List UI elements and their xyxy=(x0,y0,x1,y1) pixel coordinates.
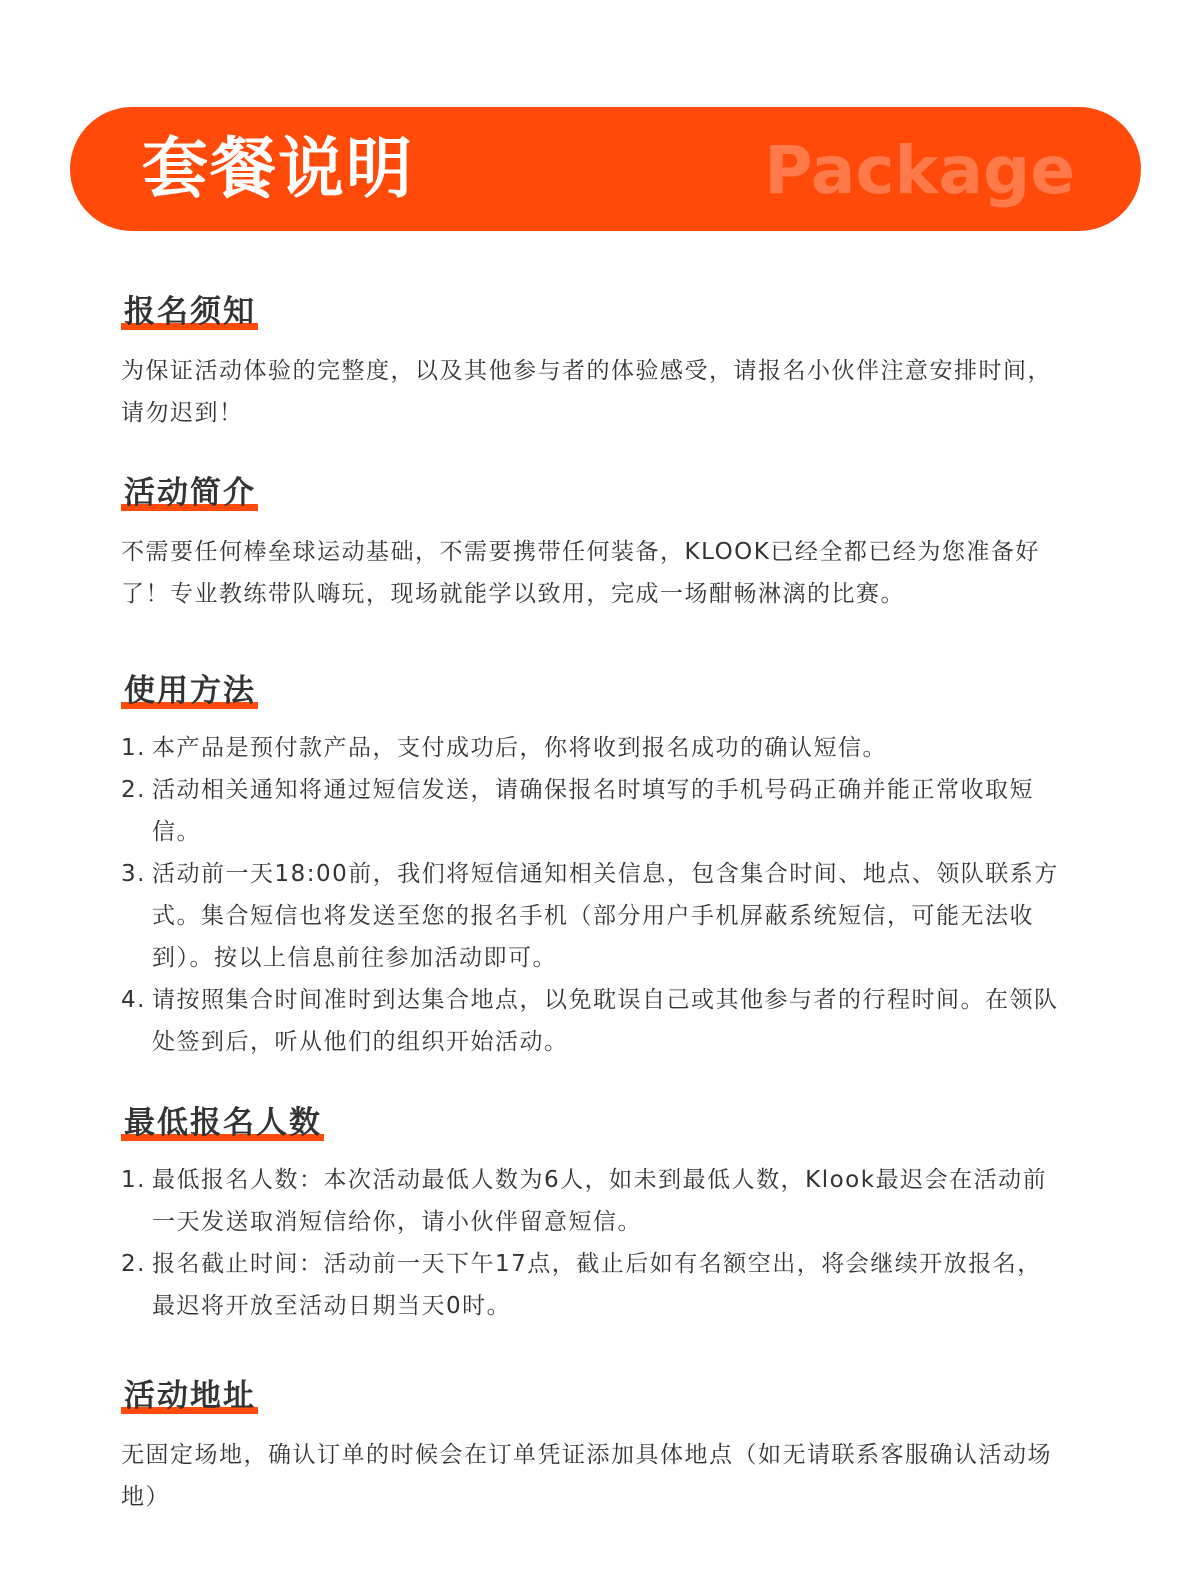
section-heading xyxy=(121,1376,258,1422)
section-heading xyxy=(121,671,258,717)
address-text: 无固定场地，确认订单的时候会在订单凭证添加具体地点（如无请联系客服确认活动场地） xyxy=(121,1442,1052,1510)
section-heading xyxy=(121,473,258,519)
banner-title: 套餐说明 xyxy=(142,130,414,207)
heading-minimum: 最低报名人数 xyxy=(124,1105,322,1141)
section-usage xyxy=(121,671,1061,1063)
list-text: 活动前一天18:00前，我们将短信通知相关信息，包含集合时间、地点、领队联系方式。集合短信也将发送至您的报名手机（部分用户手机屏蔽系统短信，可能无法收到）。按以上信息前往参加活动即可。 xyxy=(152,861,1059,971)
list-item xyxy=(121,1159,1061,1243)
list-number: 2. xyxy=(121,777,146,803)
list-text: 活动相关通知将通过短信发送，请确保报名时填写的手机号码正确并能正常收取短信。 xyxy=(152,777,1034,845)
title-banner xyxy=(70,107,1141,231)
list-item xyxy=(121,979,1061,1063)
list-number: 3. xyxy=(121,861,146,887)
list-text: 最低报名人数：本次活动最低人数为6人，如未到最低人数，Klook最迟会在活动前一天发送取消短信给你，请小伙伴留意短信。 xyxy=(152,1167,1048,1235)
section-heading xyxy=(121,292,258,338)
section-registration xyxy=(121,292,1061,434)
list-item xyxy=(121,853,1061,979)
banner-watermark: Package xyxy=(764,132,1075,209)
heading-usage: 使用方法 xyxy=(124,673,256,709)
list-text: 请按照集合时间准时到达集合地点，以免耽误自己或其他参与者的行程时间。在领队处签到后，听从他们的组织开始活动。 xyxy=(152,987,1059,1055)
minimum-list xyxy=(121,1159,1061,1327)
list-number: 1. xyxy=(121,735,146,761)
list-item xyxy=(121,1243,1061,1327)
list-text: 报名截止时间：活动前一天下午17点，截止后如有名额空出，将会继续开放报名，最迟将开放至活动日期当天0时。 xyxy=(152,1251,1042,1319)
list-number: 4. xyxy=(121,987,146,1013)
section-heading xyxy=(121,1103,324,1149)
list-number: 2. xyxy=(121,1251,146,1277)
registration-text: 为保证活动体验的完整度，以及其他参与者的体验感受，请报名小伙伴注意安排时间，请勿迟到！ xyxy=(121,358,1052,426)
heading-registration: 报名须知 xyxy=(124,294,256,330)
section-intro xyxy=(121,473,1061,615)
intro-text: 不需要任何棒垒球运动基础，不需要携带任何装备，KLOOK已经全都已经为您准备好了！专业教练带队嗨玩，现场就能学以致用，完成一场酣畅淋漓的比赛。 xyxy=(121,539,1040,607)
list-text: 本产品是预付款产品，支付成功后，你将收到报名成功的确认短信。 xyxy=(152,735,887,761)
usage-list xyxy=(121,727,1061,1063)
heading-intro: 活动简介 xyxy=(124,475,256,511)
list-number: 1. xyxy=(121,1167,146,1193)
list-item xyxy=(121,727,1061,769)
section-minimum xyxy=(121,1103,1061,1327)
list-item xyxy=(121,769,1061,853)
heading-address: 活动地址 xyxy=(124,1378,256,1414)
section-address xyxy=(121,1376,1061,1518)
